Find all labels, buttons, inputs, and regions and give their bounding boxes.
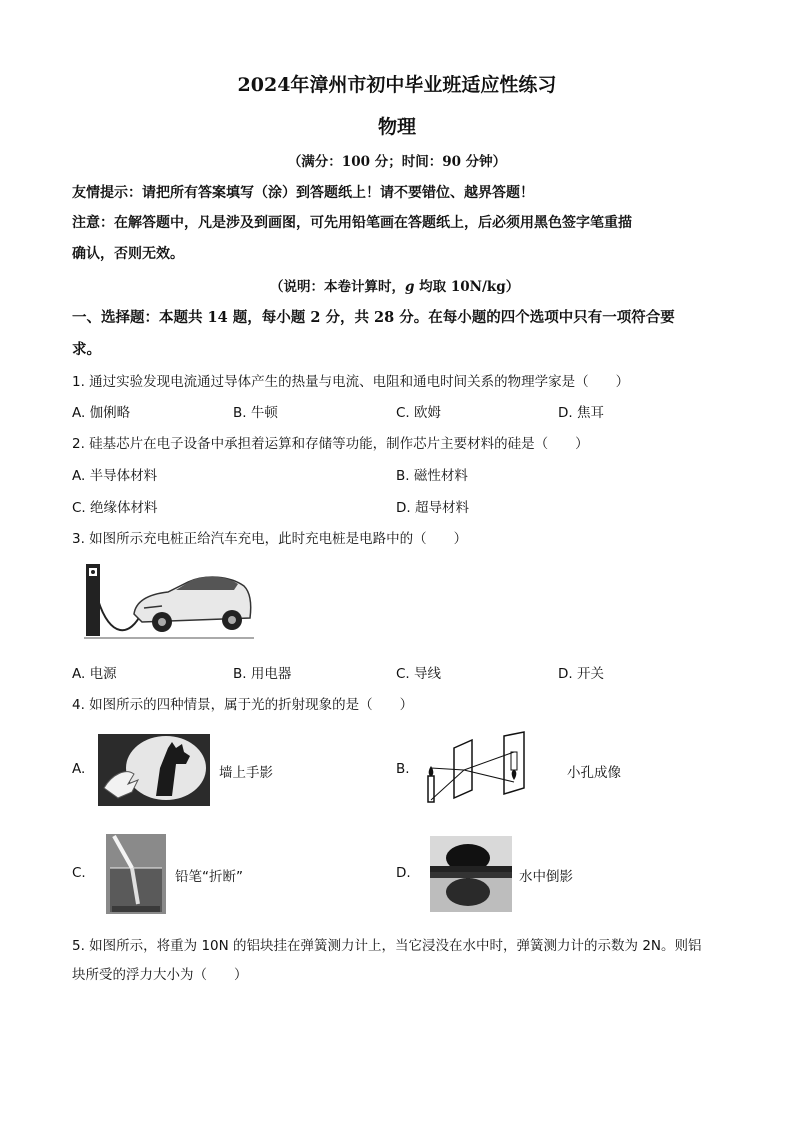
exam-meta: （满分：100 分；时间：90 分钟） [287, 154, 507, 170]
page-title: 2024年漳州市初中毕业班适应性练习 [237, 74, 557, 96]
q4-option-b-caption: 小孔成像 [567, 765, 621, 781]
question-4-stem: 4. 如图所示的四种情景，属于光的折射现象的是（ ） [72, 697, 414, 713]
tree-reflection [446, 878, 490, 906]
q4-option-b-letter: B. [396, 761, 410, 777]
tip-line: 友情提示：请把所有答案填写（涂）到答题纸上！请不要错位、越界答题！ [72, 185, 534, 201]
q4-option-c-caption: 铅笔“折断” [175, 869, 243, 885]
hand-shadow-image [98, 734, 210, 806]
q2-option-c: C. 绝缘体材料 [72, 500, 158, 516]
q2-option-d: D. 超导材料 [396, 500, 469, 516]
question-5-stem-line-1: 5. 如图所示，将重为 10N 的铝块挂在弹簧测力计上，当它浸没在水中时，弹簧测力计的示数为 2N。则铝 [72, 938, 702, 954]
q4-option-d-letter: D. [396, 865, 411, 881]
section-heading-line-2: 求。 [72, 341, 101, 358]
calc-note-pre: （说明：本卷计算时， [270, 279, 405, 295]
q1-option-c: C. 欧姆 [396, 405, 442, 421]
q2-option-b: B. 磁性材料 [396, 468, 468, 484]
q1-option-d: D. 焦耳 [558, 405, 604, 421]
q4-option-a-letter: A. [72, 761, 86, 777]
calc-note [270, 275, 519, 295]
question-5-stem-line-2: 块所受的浮力大小为（ ） [72, 967, 248, 983]
pencil-in-water-image [106, 834, 166, 914]
section-heading-line-1: 一、选择题：本题共 14 题，每小题 2 分，共 28 分。在每小题的四个选项中只有一项符合要 [72, 309, 675, 326]
question-1-stem: 1. 通过实验发现电流通过导体产生的热量与电流、电阻和通电时间关系的物理学家是（ ） [72, 374, 630, 390]
calc-note-g: g [405, 279, 415, 295]
water-reflection-image [430, 836, 512, 912]
question-3-stem: 3. 如图所示充电桩正给汽车充电，此时充电桩是电路中的（ ） [72, 531, 468, 547]
q3-option-d: D. 开关 [558, 666, 604, 682]
pinhole-imaging-diagram [422, 730, 530, 804]
subject-title: 物理 [377, 116, 416, 138]
q3-option-c: C. 导线 [396, 666, 442, 682]
q1-option-a: A. 伽俐略 [72, 405, 131, 421]
attention-line-2: 确认，否则无效。 [72, 246, 184, 262]
q3-option-b: B. 用电器 [233, 666, 292, 682]
q1-option-b: B. 牛顿 [233, 405, 278, 421]
question-2-stem: 2. 硅基芯片在电子设备中承担着运算和存储等功能，制作芯片主要材料的硅是（ ） [72, 436, 589, 452]
attention-line-1: 注意：在解答题中，凡是涉及到画图，可先用铅笔画在答题纸上，后必须用黑色签字笔重描 [72, 215, 632, 231]
calc-note-post: 均取 10N/kg） [414, 279, 520, 295]
q2-option-a: A. 半导体材料 [72, 468, 158, 484]
q4-option-c-letter: C. [72, 865, 86, 881]
charging-car-illustration [84, 560, 254, 640]
q4-option-d-caption: 水中倒影 [519, 869, 573, 885]
q3-option-a: A. 电源 [72, 666, 117, 682]
q4-option-a-caption: 墙上手影 [219, 765, 273, 781]
